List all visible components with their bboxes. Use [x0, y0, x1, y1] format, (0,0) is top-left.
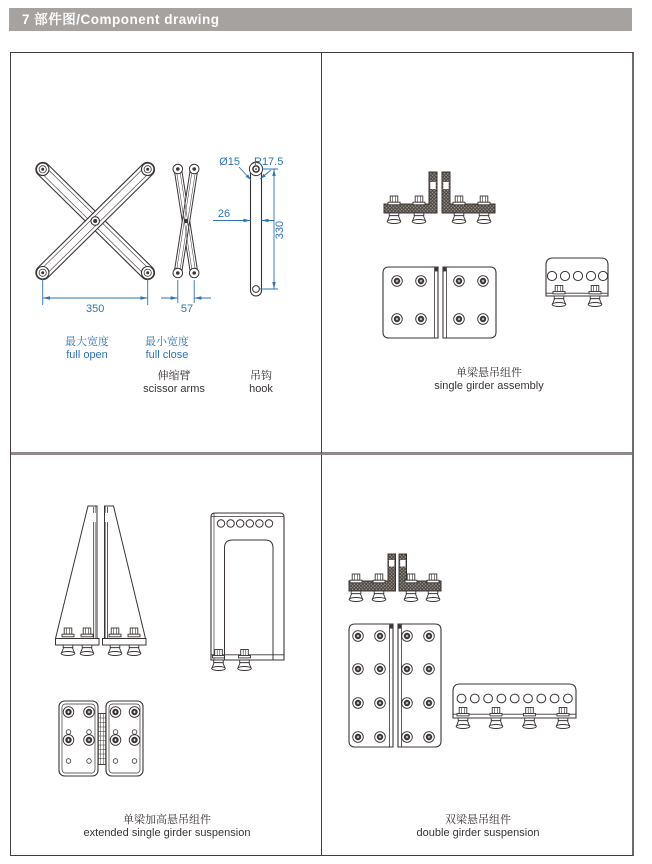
dim-width-close: 57	[180, 303, 194, 315]
long-girder-bracket-drawing	[453, 684, 576, 729]
extended-single-girder-drawing	[11, 455, 320, 853]
label-full-open: 最大宽度 full open	[65, 336, 109, 361]
panel-single-girder	[322, 53, 632, 455]
section-title: 7 部件图/Component drawing	[22, 12, 220, 27]
hook-drawing	[249, 162, 262, 296]
scissor-open-drawing	[33, 159, 157, 282]
girder-bracket-drawing	[546, 258, 608, 307]
dim-length: 330	[274, 220, 286, 240]
clamp-plates-drawing	[383, 267, 496, 338]
panel-extended-single-girder	[11, 455, 322, 855]
dim-hole-dia: Ø15	[219, 156, 240, 168]
label-extended-single-girder: 单梁加高悬吊组件 extended single girder suspension	[83, 814, 251, 839]
section-header-bar	[9, 8, 632, 31]
girder-clamp-section-drawing	[384, 172, 495, 224]
tapered-brackets-drawing	[56, 506, 147, 656]
panel-scissor-hook	[11, 53, 322, 455]
dim-offset: 26	[217, 208, 231, 220]
dim-width-open: 350	[86, 303, 105, 315]
tall-plate-drawing	[211, 513, 284, 671]
tall-clamp-plates-drawing	[349, 624, 441, 747]
label-single-girder-assembly: 单梁悬吊组件 single girder assembly	[434, 367, 544, 392]
scissor-closed-drawing	[173, 164, 199, 278]
label-scissor-arms: 伸缩臂 scissor arms	[143, 370, 205, 395]
panel-double-girder	[322, 455, 632, 855]
hinge-plates-drawing	[59, 701, 143, 776]
component-grid	[10, 52, 634, 856]
double-girder-drawing	[322, 455, 631, 853]
label-full-close: 最小宽度 full close	[145, 336, 189, 361]
label-hook: 吊钩 hook	[249, 370, 273, 395]
label-double-girder: 双梁悬吊组件 double girder suspension	[416, 814, 540, 839]
girder-clamp-section-drawing-2	[349, 554, 441, 602]
dim-radius: R17.5	[254, 156, 284, 168]
